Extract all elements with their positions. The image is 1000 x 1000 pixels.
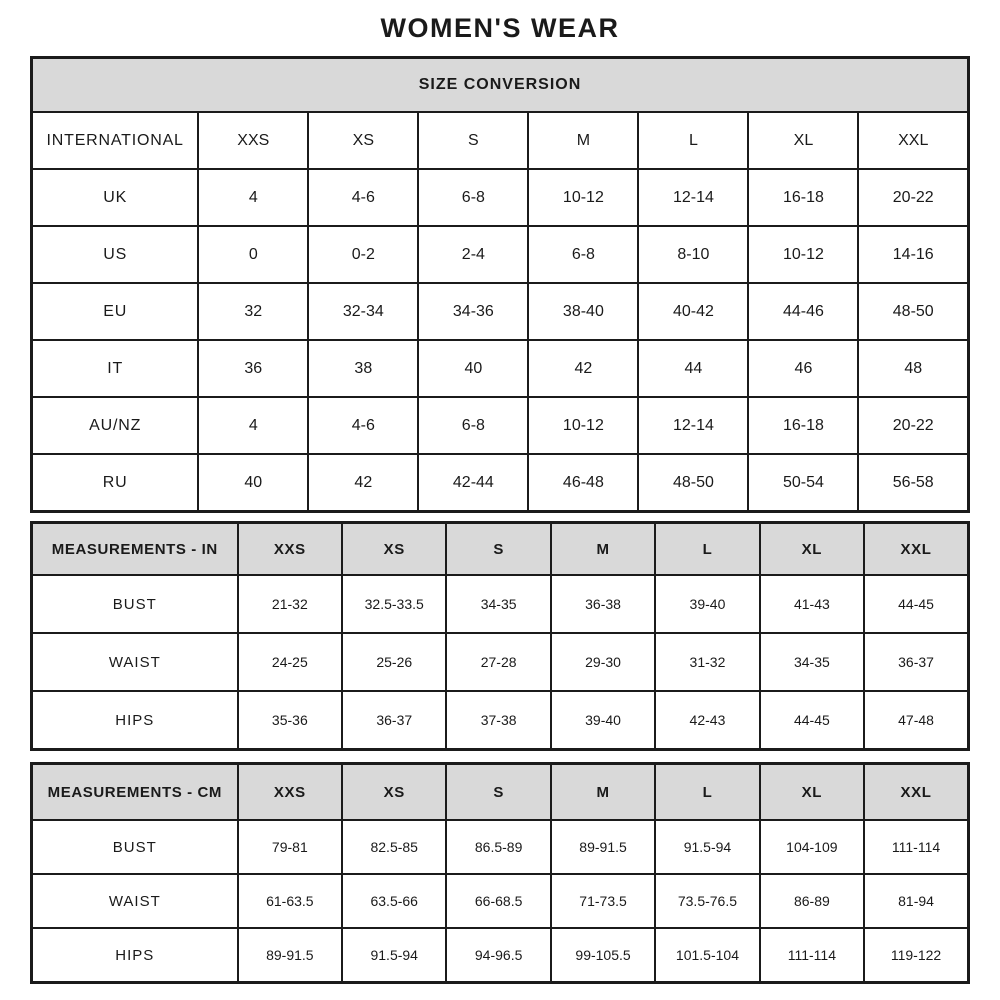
measurements_cm-col-header-m: M	[551, 764, 655, 821]
measurements_in-hips-value-1: 36-37	[342, 691, 446, 750]
row-label-bust: BUST	[32, 820, 238, 874]
row-label-us: US	[32, 226, 199, 283]
row-label-uk: UK	[32, 169, 199, 226]
row-label-it: IT	[32, 340, 199, 397]
size_conversion-international-value-6: XXL	[858, 112, 968, 169]
measurements_in-body	[32, 523, 969, 750]
size_conversion-international-value-3: M	[528, 112, 638, 169]
measurements_cm-row-bust	[32, 820, 969, 874]
size_conversion-row-ru	[32, 454, 969, 512]
measurements_cm-hips-value-0: 89-91.5	[238, 928, 342, 983]
measurements_cm-hips-value-2: 94-96.5	[446, 928, 550, 983]
size_conversion-ru-value-4: 48-50	[638, 454, 748, 512]
row-label-au-nz: AU/NZ	[32, 397, 199, 454]
measurements_cm-header-row	[32, 764, 969, 821]
size_conversion-ru-value-0: 40	[198, 454, 308, 512]
size_conversion-au-nz-value-2: 6-8	[418, 397, 528, 454]
size_conversion-row-uk	[32, 169, 969, 226]
measurements_cm-waist-value-2: 66-68.5	[446, 874, 550, 928]
size_conversion-uk-value-5: 16-18	[748, 169, 858, 226]
measurements_cm-hips-value-4: 101.5-104	[655, 928, 759, 983]
size_conversion-ru-value-6: 56-58	[858, 454, 968, 512]
size_conversion-us-value-0: 0	[198, 226, 308, 283]
measurements_cm-bust-value-6: 111-114	[864, 820, 968, 874]
size_conversion-au-nz-value-3: 10-12	[528, 397, 638, 454]
size_conversion-uk-value-3: 10-12	[528, 169, 638, 226]
size_conversion-row-us	[32, 226, 969, 283]
size_conversion-header-row	[32, 58, 969, 113]
measurements_in-waist-value-5: 34-35	[760, 633, 864, 691]
size-conversion-table	[30, 56, 970, 513]
measurements_cm-waist-value-6: 81-94	[864, 874, 968, 928]
measurements_in-col-header-xxs: XXS	[238, 523, 342, 576]
size_conversion-title: SIZE CONVERSION	[32, 58, 969, 113]
measurements_in-col-header-s: S	[446, 523, 550, 576]
size_conversion-us-value-1: 0-2	[308, 226, 418, 283]
measurements_in-bust-value-4: 39-40	[655, 575, 759, 633]
size_conversion-it-value-0: 36	[198, 340, 308, 397]
size_conversion-eu-value-6: 48-50	[858, 283, 968, 340]
size_conversion-it-value-3: 42	[528, 340, 638, 397]
size_conversion-eu-value-1: 32-34	[308, 283, 418, 340]
measurements_in-waist-value-6: 36-37	[864, 633, 968, 691]
size_conversion-international-value-2: S	[418, 112, 528, 169]
measurements_cm-col-header-s: S	[446, 764, 550, 821]
size_conversion-it-value-1: 38	[308, 340, 418, 397]
size_conversion-it-value-4: 44	[638, 340, 748, 397]
size_conversion-us-value-6: 14-16	[858, 226, 968, 283]
size_conversion-uk-value-6: 20-22	[858, 169, 968, 226]
measurements_cm-waist-value-1: 63.5-66	[342, 874, 446, 928]
size_conversion-au-nz-value-1: 4-6	[308, 397, 418, 454]
measurements_in-col-header-l: L	[655, 523, 759, 576]
measurements_cm-title: MEASUREMENTS - CM	[32, 764, 238, 821]
measurements_cm-bust-value-0: 79-81	[238, 820, 342, 874]
measurements_in-waist-value-2: 27-28	[446, 633, 550, 691]
measurements_in-waist-value-1: 25-26	[342, 633, 446, 691]
size_conversion-au-nz-value-6: 20-22	[858, 397, 968, 454]
measurements_in-bust-value-6: 44-45	[864, 575, 968, 633]
measurements_cm-col-header-xxs: XXS	[238, 764, 342, 821]
measurements_in-hips-value-5: 44-45	[760, 691, 864, 750]
measurements_cm-col-header-xl: XL	[760, 764, 864, 821]
measurements_in-waist-value-4: 31-32	[655, 633, 759, 691]
measurements_in-col-header-xl: XL	[760, 523, 864, 576]
size_conversion-it-value-6: 48	[858, 340, 968, 397]
size_conversion-international-value-5: XL	[748, 112, 858, 169]
measurements_in-hips-value-6: 47-48	[864, 691, 968, 750]
size_conversion-us-value-4: 8-10	[638, 226, 748, 283]
measurements_in-waist-value-3: 29-30	[551, 633, 655, 691]
size_conversion-row-au-nz	[32, 397, 969, 454]
size_conversion-ru-value-5: 50-54	[748, 454, 858, 512]
measurements_in-waist-value-0: 24-25	[238, 633, 342, 691]
measurements_in-title: MEASUREMENTS - IN	[32, 523, 238, 576]
measurements_cm-hips-value-5: 111-114	[760, 928, 864, 983]
size_conversion-us-value-5: 10-12	[748, 226, 858, 283]
measurements_in-bust-value-2: 34-35	[446, 575, 550, 633]
size_conversion-eu-value-0: 32	[198, 283, 308, 340]
measurements_cm-body	[32, 764, 969, 983]
measurements_in-col-header-m: M	[551, 523, 655, 576]
measurements_cm-col-header-xxl: XXL	[864, 764, 968, 821]
measurements_in-bust-value-1: 32.5-33.5	[342, 575, 446, 633]
size_conversion-body	[32, 58, 969, 512]
row-label-eu: EU	[32, 283, 199, 340]
measurements_in-hips-value-3: 39-40	[551, 691, 655, 750]
size_conversion-international-value-1: XS	[308, 112, 418, 169]
measurements_cm-waist-value-5: 86-89	[760, 874, 864, 928]
measurements_cm-hips-value-1: 91.5-94	[342, 928, 446, 983]
size_conversion-au-nz-value-5: 16-18	[748, 397, 858, 454]
measurements_cm-bust-value-2: 86.5-89	[446, 820, 550, 874]
row-label-international: INTERNATIONAL	[32, 112, 199, 169]
measurements-in-table	[30, 521, 970, 751]
measurements_cm-waist-value-3: 71-73.5	[551, 874, 655, 928]
measurements_cm-row-waist	[32, 874, 969, 928]
measurements_cm-hips-value-6: 119-122	[864, 928, 968, 983]
size_conversion-us-value-3: 6-8	[528, 226, 638, 283]
row-label-ru: RU	[32, 454, 199, 512]
measurements_in-bust-value-3: 36-38	[551, 575, 655, 633]
row-label-waist: WAIST	[32, 633, 238, 691]
row-label-bust: BUST	[32, 575, 238, 633]
measurements_in-bust-value-0: 21-32	[238, 575, 342, 633]
size_conversion-us-value-2: 2-4	[418, 226, 528, 283]
measurements_cm-col-header-xs: XS	[342, 764, 446, 821]
size_conversion-au-nz-value-4: 12-14	[638, 397, 748, 454]
size_conversion-eu-value-2: 34-36	[418, 283, 528, 340]
measurements_cm-waist-value-4: 73.5-76.5	[655, 874, 759, 928]
measurements_in-bust-value-5: 41-43	[760, 575, 864, 633]
measurements_in-row-hips	[32, 691, 969, 750]
measurements_in-hips-value-4: 42-43	[655, 691, 759, 750]
row-label-waist: WAIST	[32, 874, 238, 928]
row-label-hips: HIPS	[32, 691, 238, 750]
size_conversion-eu-value-4: 40-42	[638, 283, 748, 340]
size_conversion-eu-value-5: 44-46	[748, 283, 858, 340]
size_conversion-uk-value-2: 6-8	[418, 169, 528, 226]
measurements_in-row-bust	[32, 575, 969, 633]
measurements_in-hips-value-0: 35-36	[238, 691, 342, 750]
measurements_in-header-row	[32, 523, 969, 576]
size_conversion-ru-value-3: 46-48	[528, 454, 638, 512]
size_conversion-international-value-0: XXS	[198, 112, 308, 169]
page-title: WOMEN'S WEAR	[380, 13, 620, 43]
measurements_cm-bust-value-5: 104-109	[760, 820, 864, 874]
size_conversion-it-value-5: 46	[748, 340, 858, 397]
measurements_cm-col-header-l: L	[655, 764, 759, 821]
measurements_cm-bust-value-4: 91.5-94	[655, 820, 759, 874]
measurements_in-col-header-xs: XS	[342, 523, 446, 576]
measurements_cm-bust-value-3: 89-91.5	[551, 820, 655, 874]
measurements_in-hips-value-2: 37-38	[446, 691, 550, 750]
size_conversion-ru-value-2: 42-44	[418, 454, 528, 512]
size_conversion-international-value-4: L	[638, 112, 748, 169]
measurements_cm-hips-value-3: 99-105.5	[551, 928, 655, 983]
measurements-cm-table	[30, 762, 970, 984]
size_conversion-eu-value-3: 38-40	[528, 283, 638, 340]
size_conversion-ru-value-1: 42	[308, 454, 418, 512]
row-label-hips: HIPS	[32, 928, 238, 983]
measurements_cm-bust-value-1: 82.5-85	[342, 820, 446, 874]
measurements_in-row-waist	[32, 633, 969, 691]
size_conversion-it-value-2: 40	[418, 340, 528, 397]
size_conversion-row-it	[32, 340, 969, 397]
measurements_in-col-header-xxl: XXL	[864, 523, 968, 576]
size_conversion-row-international	[32, 112, 969, 169]
size_conversion-row-eu	[32, 283, 969, 340]
measurements_cm-waist-value-0: 61-63.5	[238, 874, 342, 928]
measurements_cm-row-hips	[32, 928, 969, 983]
size_conversion-uk-value-0: 4	[198, 169, 308, 226]
size_conversion-au-nz-value-0: 4	[198, 397, 308, 454]
size_conversion-uk-value-1: 4-6	[308, 169, 418, 226]
size_conversion-uk-value-4: 12-14	[638, 169, 748, 226]
